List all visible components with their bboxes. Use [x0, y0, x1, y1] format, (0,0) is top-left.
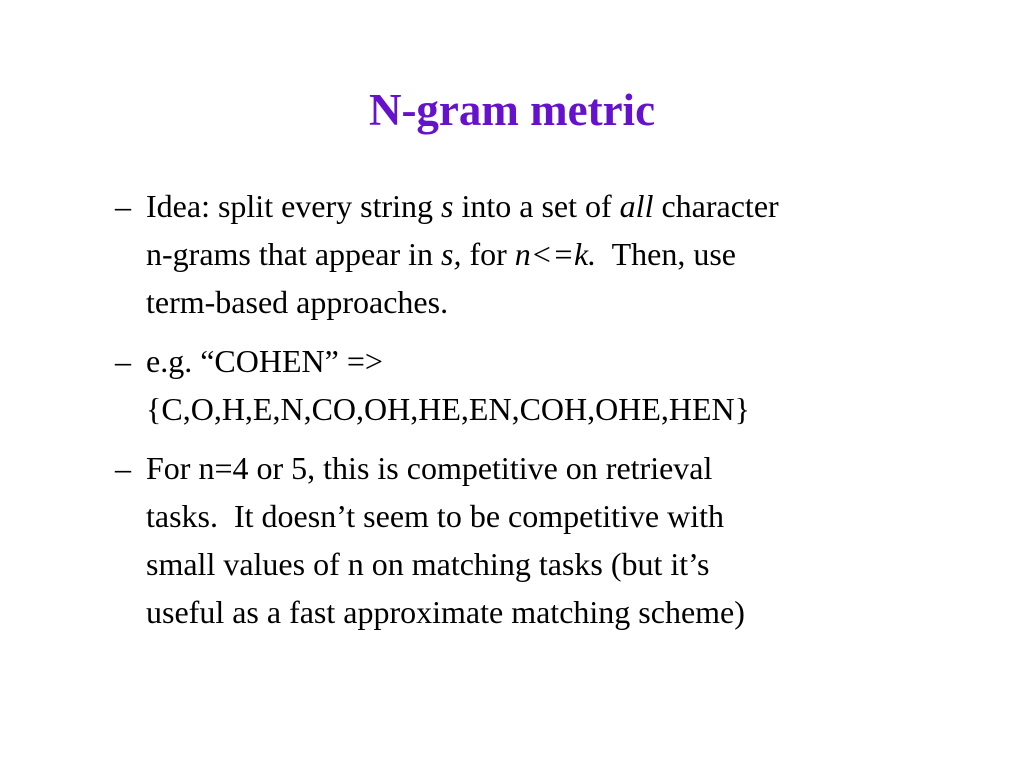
bullet-line	[146, 385, 975, 433]
text-run-italic: s	[441, 188, 454, 224]
text-run: for	[461, 236, 515, 272]
bullet-list	[115, 182, 975, 647]
text-run: term-based approaches.	[146, 284, 449, 320]
text-run: tasks. It doesn’t seem to be competitive with	[146, 498, 724, 534]
text-run: {C,O,H,E,N,CO,OH,HE,EN,COH,OHE,HEN}	[146, 391, 751, 427]
text-run: e.g. “COHEN” =>	[146, 343, 383, 379]
bullet-item-idea	[115, 182, 975, 326]
bullet-marker: –	[115, 343, 131, 379]
bullet-line	[146, 588, 975, 636]
text-run: Idea: split every string	[146, 188, 442, 224]
text-run: useful as a fast approximate matching scheme)	[146, 594, 745, 630]
bullet-marker: –	[115, 450, 131, 486]
text-run: Then, use	[596, 236, 736, 272]
bullet-line	[146, 540, 975, 588]
bullet-line	[146, 492, 975, 540]
text-run: n-grams that appear in	[146, 236, 441, 272]
bullet-line	[146, 182, 975, 230]
text-run-italic: s,	[441, 236, 462, 272]
text-run: into a set of	[453, 188, 620, 224]
text-run: For n=4 or 5, this is competitive on retrieval	[146, 450, 713, 486]
bullet-line	[146, 337, 975, 385]
bullet-line	[146, 230, 975, 278]
text-run-italic: all	[619, 188, 654, 224]
slide-title: N-gram metric	[368, 85, 656, 135]
bullet-marker: –	[115, 188, 131, 224]
bullet-line	[146, 278, 975, 326]
text-run: small values of n on matching tasks (but it’s	[146, 546, 710, 582]
bullet-line	[146, 444, 975, 492]
text-run-italic: n<=k.	[514, 236, 597, 272]
text-run: character	[653, 188, 779, 224]
bullet-item-competitive	[115, 444, 975, 636]
bullet-item-example	[115, 337, 975, 433]
